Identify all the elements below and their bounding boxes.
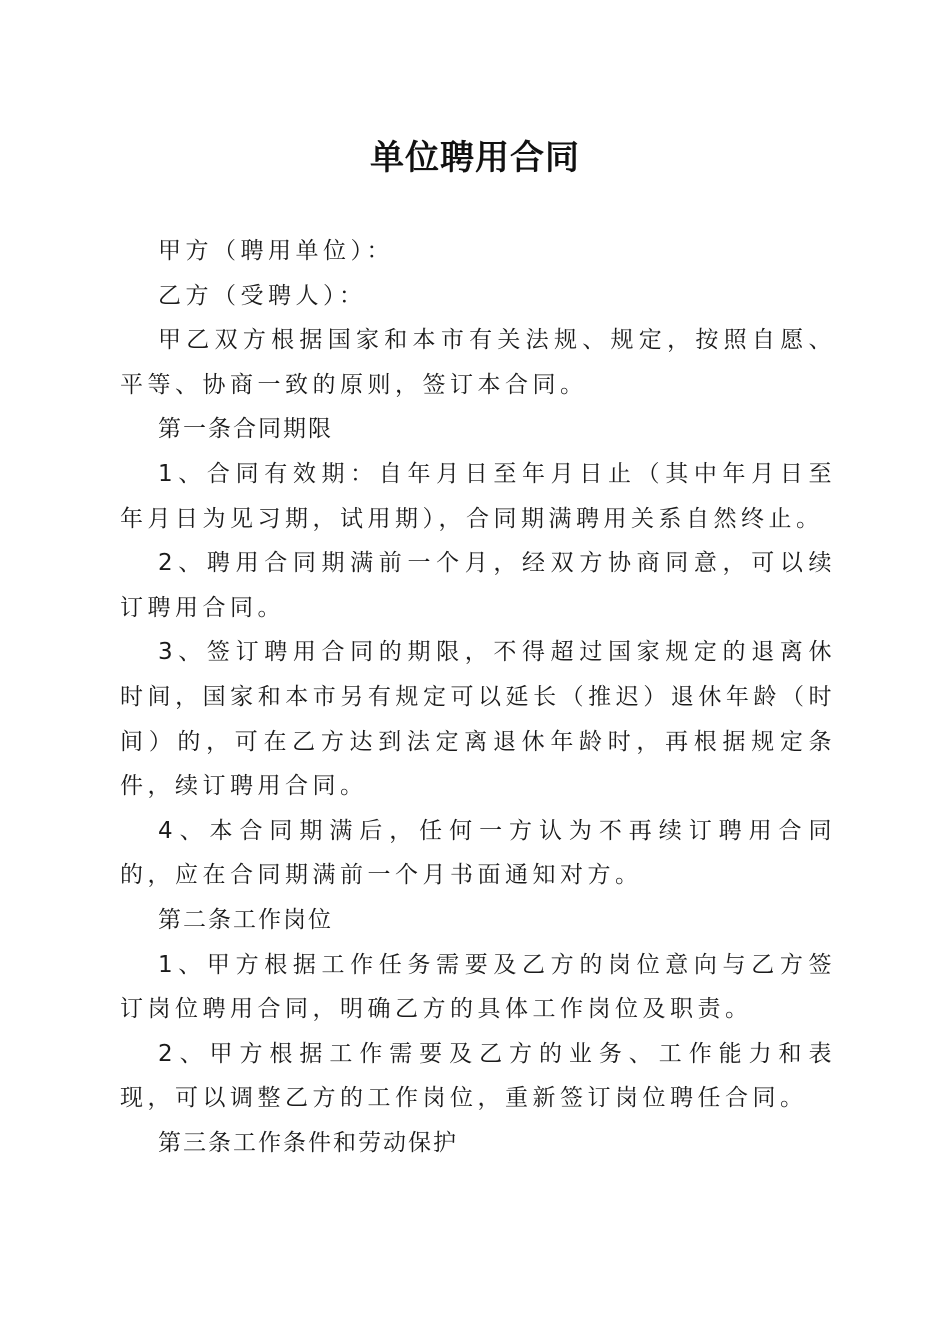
section-heading-1: 第一条合同期限 [158,416,333,443]
clause-1-1: 1、合同有效期：自年月日至年月日止（其中年月日至年月日为见习期，试用期），合同期满聘用关系自然终止。 [120,460,836,532]
clause-1-2: 2、聘用合同期满前一个月，经双方协商同意，可以续订聘用合同。 [120,550,836,621]
document-title: 单位聘用合同 [370,138,580,178]
clause-1-4: 4、本合同期满后，任何一方认为不再续订聘用合同的，应在合同期满前一个月书面通知对方。 [120,817,836,889]
section-heading-2: 第二条工作岗位 [158,906,333,933]
party-a-line: 甲方（聘用单位）： [158,238,394,264]
document-body [120,229,836,1165]
preamble-paragraph: 甲乙双方根据国家和本市有关法规、规定，按照自愿、平等、协商一致的原则，签订本合同。 [120,327,836,398]
party-b-line: 乙方（受聘人）： [158,282,367,309]
clause-1-3: 3、签订聘用合同的期限，不得超过国家规定的退离休时间，国家和本市另有规定可以延长（推迟）退休年龄（时间）的，可在乙方达到法定离退休年龄时，再根据规定条件，续订聘用合同。 [120,639,836,800]
clause-2-1: 1、甲方根据工作任务需要及乙方的岗位意向与乙方签订岗位聘用合同，明确乙方的具体工作岗位及职责。 [120,951,836,1023]
clause-2-2: 2、甲方根据工作需要及乙方的业务、工作能力和表现，可以调整乙方的工作岗位，重新签订岗位聘任合同。 [120,1040,836,1112]
section-heading-3: 第三条工作条件和劳动保护 [158,1129,458,1156]
